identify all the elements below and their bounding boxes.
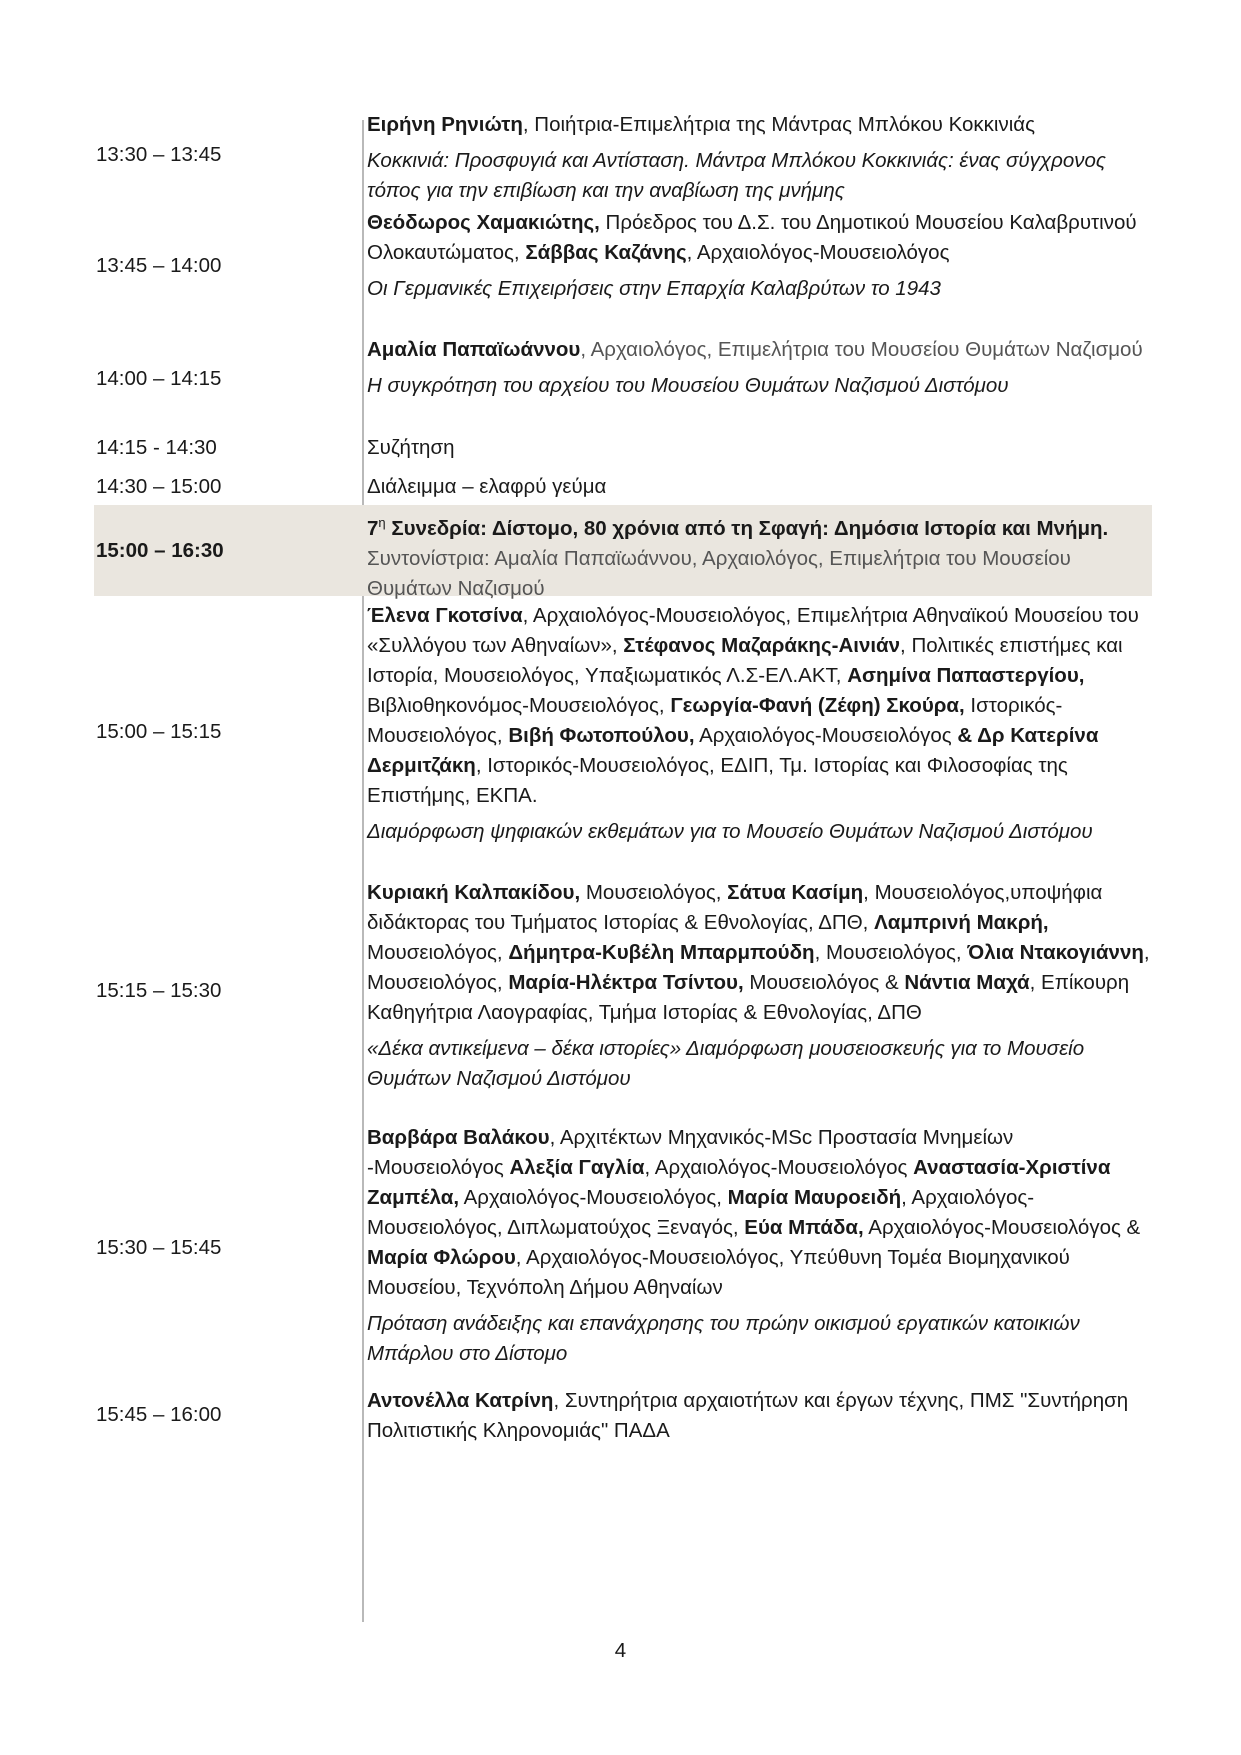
session-details bbox=[367, 110, 1152, 206]
speaker-name: Δήμητρα-Κυβέλη Μπαρμπούδη bbox=[508, 941, 815, 964]
schedule-row bbox=[94, 467, 1152, 505]
speaker-affiliation: , Αρχαιολόγος-Μουσειολόγος bbox=[644, 1156, 914, 1179]
speaker-affiliation: Πρόεδρος του Δ.Σ. του Δημοτικού Μουσείου Καλαβρυτινού Ολοκαυτώματος, bbox=[367, 211, 1137, 264]
speakers-line bbox=[367, 208, 1152, 268]
session-details bbox=[367, 601, 1152, 847]
session-details bbox=[367, 878, 1152, 1094]
speakers-line bbox=[367, 1386, 1152, 1446]
speaker-name: Μαρία-Ηλέκτρα Τσίντου, bbox=[508, 971, 744, 994]
schedule-row bbox=[94, 332, 1152, 428]
speaker-name: Αλεξία Γαγλία bbox=[509, 1156, 645, 1179]
time-slot: 13:45 – 14:00 bbox=[96, 254, 222, 277]
speaker-affiliation: , Ποιήτρια-Επιμελήτρια της Μάντρας Μπλόκου Κοκκινιάς bbox=[522, 113, 1036, 136]
speaker-affiliation: , Μουσειολόγος,υποψήφια διδάκτορας του Τμήματος Ιστορίας & Εθνολογίας, ΔΠΘ, bbox=[367, 881, 1103, 934]
speaker-affiliation: , Αρχαιολόγος-Μουσειολόγος, Υπεύθυνη Τομέα Βιομηχανικού Μουσείου, Τεχνόπολη Δήμου Αθηναίων bbox=[367, 1246, 1070, 1299]
page-number: 4 bbox=[614, 1639, 627, 1662]
speaker-affiliation: Αρχαιολόγος-Μουσειολόγος bbox=[694, 724, 958, 747]
speaker-name: Στέφανος Μαζαράκης-Αινιάν bbox=[623, 634, 901, 657]
speakers-line bbox=[367, 601, 1152, 811]
speaker-affiliation: Διάλειμμα – ελαφρύ γεύμα bbox=[367, 475, 607, 498]
speaker-affiliation: , Αρχιτέκτων Μηχανικός-MSc Προστασία Μνημείων -Μουσειολόγος bbox=[367, 1126, 1014, 1179]
session-details bbox=[367, 1386, 1152, 1446]
speaker-name: Βιβή Φωτοπούλου, bbox=[508, 724, 695, 747]
session-details bbox=[367, 508, 1152, 604]
talk-title: Κοκκινιά: Προσφυγιά και Αντίσταση. Μάντρα Μπλόκου Κοκκινιάς: ένας σύγχρονος τόπος για την επιβίωση και την αναβίωση της μνήμης bbox=[367, 149, 1106, 202]
speaker-name: Βαρβάρα Βαλάκου bbox=[367, 1126, 550, 1149]
time-slot: 15:00 – 16:30 bbox=[96, 539, 224, 562]
speaker-affiliation: , Μουσειολόγος, bbox=[367, 941, 1150, 994]
speaker-name: Αναστασία-Χριστίνα Ζαμπέλα, bbox=[367, 1156, 1111, 1209]
speaker-affiliation: , Μουσειολόγος, bbox=[814, 941, 968, 964]
session-details bbox=[367, 1123, 1152, 1369]
speaker-affiliation: Μουσειολόγος, bbox=[367, 941, 509, 964]
speaker-name: Σάββας Καζάνης bbox=[525, 241, 687, 264]
time-slot: 15:00 – 15:15 bbox=[96, 720, 222, 743]
schedule-row bbox=[94, 868, 1152, 1113]
session-details bbox=[367, 433, 1152, 463]
speaker-name: Ειρήνη Ρηνιώτη bbox=[367, 113, 523, 136]
time-slot: 13:30 – 13:45 bbox=[96, 143, 222, 166]
speaker-affiliation: Συντονίστρια: Αμαλία Παπαϊωάννου, Αρχαιολόγος, Επιμελήτρια του Μουσείου Θυμάτων Ναζισμού bbox=[367, 546, 1071, 600]
speaker-affiliation: Αρχαιολόγος-Μουσειολόγος, bbox=[459, 1186, 728, 1209]
speaker-name: Αντονέλλα Κατρίνη bbox=[367, 1389, 554, 1412]
speaker-name: & Δρ Κατερίνα Δερμιτζάκη bbox=[367, 724, 1099, 777]
session-details bbox=[367, 472, 1152, 502]
speaker-name: Έλενα Γκοτσίνα bbox=[367, 604, 523, 627]
speaker-name: Λαμπρινή Μακρή, bbox=[874, 911, 1049, 934]
talk-title: Η συγκρότηση του αρχείου του Μουσείου Θυμάτων Ναζισμού Διστόμου bbox=[367, 374, 1009, 397]
speaker-affiliation: , Αρχαιολόγος-Μουσειολόγος, Διπλωματούχος Ξεναγός, bbox=[367, 1186, 1035, 1239]
session-details bbox=[367, 208, 1152, 304]
time-slot: 15:45 – 16:00 bbox=[96, 1403, 222, 1426]
time-slot: 14:00 – 14:15 bbox=[96, 367, 222, 390]
speakers-line bbox=[367, 335, 1152, 365]
speaker-name: Εύα Μπάδα, bbox=[744, 1216, 864, 1239]
speaker-name: Αμαλία Παπαϊωάννου bbox=[367, 338, 581, 361]
session-details bbox=[367, 335, 1152, 401]
time-slot: 15:30 – 15:45 bbox=[96, 1236, 222, 1259]
speaker-affiliation: , Συντηρήτρια αρχαιοτήτων και έργων τέχνης, ΠΜΣ "Συντήρηση Πολιτιστικής Κληρονομιάς" ΠΑΔΑ bbox=[367, 1389, 1129, 1442]
session-header-row bbox=[94, 505, 1152, 600]
speaker-affiliation: Αρχαιολόγος-Μουσειολόγος & bbox=[863, 1216, 1141, 1239]
speaker-name: Όλια Ντακογιάννη bbox=[967, 941, 1144, 964]
time-slot: 14:30 – 15:00 bbox=[96, 475, 222, 498]
speaker-name: 7 bbox=[367, 516, 379, 540]
speaker-affiliation: Ιστορικός-Μουσειολόγος, bbox=[367, 694, 1063, 747]
speaker-affiliation: Βιβλιοθηκονόμος-Μουσειολόγος, bbox=[367, 694, 671, 717]
speaker-affiliation: , Αρχαιολόγος-Μουσειολόγος, Επιμελήτρια Αθηναϊκού Μουσείου του «Συλλόγου των Αθηναίων», bbox=[367, 604, 1139, 657]
schedule-row bbox=[94, 108, 1152, 200]
talk-title: «Δέκα αντικείμενα – δέκα ιστορίες» Διαμόρφωση μουσειοσκευής για το Μουσείο Θυμάτων Ναζισμού Διστόμου bbox=[367, 1037, 1085, 1090]
speaker-name: Μαρία Φλώρου bbox=[367, 1246, 516, 1269]
time-slot: 15:15 – 15:30 bbox=[96, 979, 222, 1002]
speaker-name: Σάτυα Κασίμη bbox=[727, 881, 864, 904]
speakers-line bbox=[367, 472, 1152, 502]
speakers-line bbox=[367, 508, 1152, 604]
speaker-name: Θεόδωρος Χαμακιώτης, bbox=[367, 211, 600, 234]
schedule-row bbox=[94, 1113, 1152, 1381]
speaker-affiliation: , Πολιτικές επιστήμες και Ιστορία, Μουσειολόγος, Υπαξιωματικός Λ.Σ-ΕΛ.ΑΚΤ, bbox=[367, 634, 1123, 687]
speakers-line bbox=[367, 878, 1152, 1028]
speaker-name: Νάντια Μαχά bbox=[904, 971, 1030, 994]
speaker-affiliation: , Αρχαιολόγος-Μουσειολόγος bbox=[686, 241, 950, 264]
talk-title: Διαμόρφωση ψηφιακών εκθεμάτων για το Μουσείο Θυμάτων Ναζισμού Διστόμου bbox=[367, 820, 1093, 843]
speaker-name: Μαρία Μαυροειδή bbox=[727, 1186, 902, 1209]
speaker-affiliation: , Αρχαιολόγος, Επιμελήτρια του Μουσείου Θυμάτων Ναζισμού bbox=[580, 338, 1143, 361]
talk-title: Οι Γερμανικές Επιχειρήσεις στην Επαρχία Καλαβρύτων το 1943 bbox=[367, 277, 941, 300]
speaker-affiliation: Συζήτηση bbox=[367, 436, 455, 459]
speaker-affiliation: Μουσειολόγος, bbox=[580, 881, 728, 904]
speaker-name: Γεωργία-Φανή (Ζέφη) Σκούρα, bbox=[670, 694, 965, 717]
schedule-row bbox=[94, 200, 1152, 332]
speaker-name: Κυριακή Καλπακίδου, bbox=[367, 881, 581, 904]
speaker-affiliation: , Επίκουρη Καθηγήτρια Λαογραφίας, Τμήμα Ιστορίας & Εθνολογίας, ΔΠΘ bbox=[367, 971, 1130, 1024]
speaker-name: Ασημίνα Παπαστεργίου, bbox=[847, 664, 1085, 687]
speaker-name: Συνεδρία: Δίστομο, 80 χρόνια από τη Σφαγή: Δημόσια Ιστορία και Μνήμη. bbox=[385, 516, 1109, 540]
schedule-row bbox=[94, 428, 1152, 467]
time-slot: 14:15 - 14:30 bbox=[96, 436, 217, 459]
speaker-affiliation: Μουσειολόγος & bbox=[743, 971, 905, 994]
schedule-row bbox=[94, 596, 1152, 868]
speakers-line bbox=[367, 1123, 1152, 1303]
talk-title: Πρόταση ανάδειξης και επανάχρησης του πρώην οικισμού εργατικών κατοικιών Μπάρλου στο Δίστομο bbox=[367, 1312, 1080, 1365]
speaker-affiliation: , Ιστορικός-Μουσειολόγος, ΕΔΙΠ, Τμ. Ιστορίας και Φιλοσοφίας της Επιστήμης, ΕΚΠΑ. bbox=[367, 754, 1068, 807]
speakers-line bbox=[367, 110, 1152, 140]
speaker-affiliation: η bbox=[378, 515, 386, 530]
schedule-row bbox=[94, 1381, 1152, 1460]
speakers-line bbox=[367, 433, 1152, 463]
